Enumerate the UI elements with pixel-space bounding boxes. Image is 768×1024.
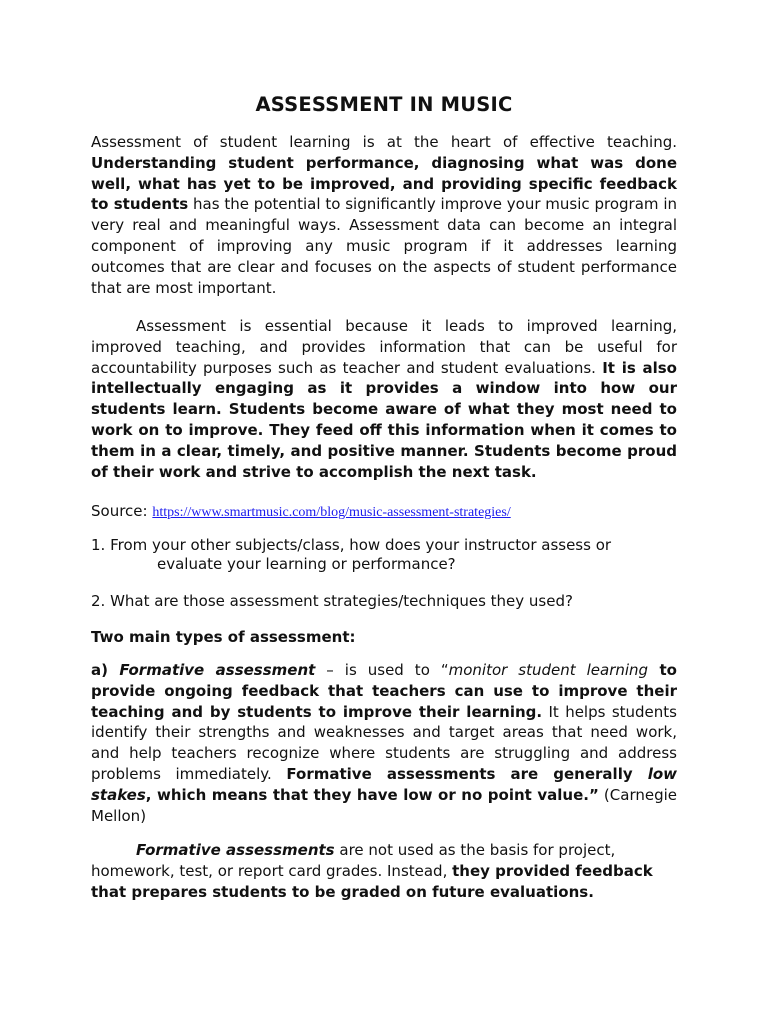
types-heading: Two main types of assessment: [91,628,356,646]
source-line [91,501,691,524]
essential-bold-text: It is also intellectually engaging as it provides a window into how our students learn. Students become aware of what they most need to work on to improve. They feed off this information when it comes to them in a clear, timely, and positive manner. Students become proud of their work and strive to accomplish the next task. [91,358,677,481]
formative-usage-text: are not used as the basis for project, homework, test, or report card grades. Instead, [91,841,616,880]
formative-paragraph [91,660,677,826]
formative-prefix: a) [91,661,120,679]
intro-bold-text: Understanding student performance, diagnosing what was done well, what has yet to be improved, and providing specific feedback to students [91,153,677,214]
formative-bold-text-2: Formative assessments are generally [286,764,648,783]
page-title: ASSESSMENT IN MUSIC [255,93,513,116]
question-1-line-2: evaluate your learning or performance? [157,555,456,573]
source-link[interactable]: https://www.smartmusic.com/blog/music-assessment-strategies/ [152,505,511,520]
formative-bold-text: to provide ongoing feedback that teachers can use to improve their teaching and by students to improve their learning. [91,661,677,721]
essential-text: Assessment is essential because it leads to improved learning, improved teaching, and provides information that can be useful for accountability purposes such as teacher and student evaluations. [91,317,677,377]
formative-citation: (Carnegie Mellon) [91,785,678,825]
formative-usage-term: Formative assessments [136,841,335,859]
formative-usage-bold-text: they provided feedback that prepares students to be graded on future evaluations. [91,861,653,901]
intro-text-continued: has the potential to significantly improve your music program in very real and meaningful ways. Assessment data can become an integral component of improving any music program if it addresses learning outcomes that are clear and focuses on the aspects of student performance that are most important. [91,195,677,297]
question-1 [91,536,651,574]
formative-term: Formative assessment [119,661,316,679]
question-2: 2. What are those assessment strategies/techniques they used? [91,592,573,610]
formative-quote: monitor student learning [448,661,649,679]
formative-text-continued: It helps students identify their strengths and weaknesses and target areas that need work, and help teachers recognize where students are struggling and address problems immediately. [91,702,677,783]
question-1-line-1: 1. From your other subjects/class, how does your instructor assess or [91,536,612,554]
intro-paragraph [91,132,677,298]
essential-paragraph [91,316,677,482]
source-label: Source: [91,502,153,520]
formative-usage-paragraph [91,840,677,902]
formative-low-stakes: low stakes [91,764,677,804]
formative-bold-text-3: , which means that they have low or no point value.” [145,785,599,804]
intro-text: Assessment of student learning is at the heart of effective teaching. [91,133,677,151]
formative-text: – is used to “ [315,661,449,679]
